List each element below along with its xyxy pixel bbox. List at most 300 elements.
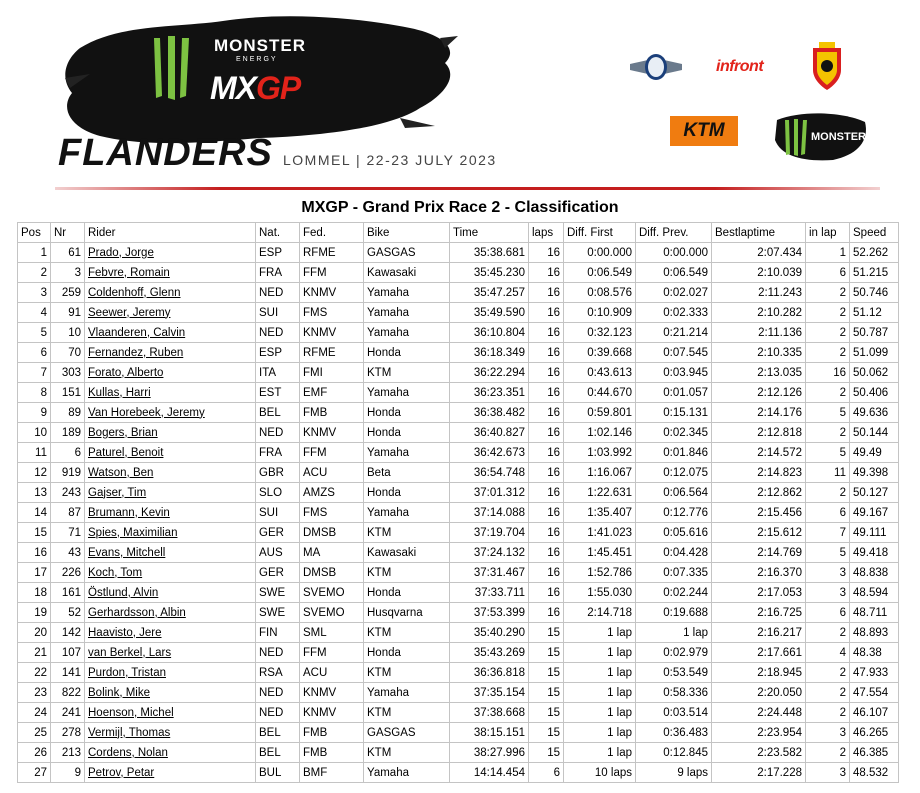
cell-rider [85, 543, 256, 563]
cell-pos: 21 [18, 643, 51, 663]
cell-pos: 10 [18, 423, 51, 443]
cell-pos: 20 [18, 623, 51, 643]
rider-link[interactable]: Kullas, Harri [88, 386, 151, 399]
cell-in-lap: 4 [806, 643, 850, 663]
cell-time: 35:43.269 [450, 643, 529, 663]
fim-logo-icon [628, 52, 684, 82]
cell-bestlaptime: 2:14.823 [712, 463, 806, 483]
cell-nat: ESP [256, 343, 300, 363]
cell-speed: 48.838 [850, 563, 899, 583]
rider-link[interactable]: Purdon, Tristan [88, 666, 166, 679]
rider-link[interactable]: Prado, Jorge [88, 246, 154, 259]
rider-link[interactable]: Koch, Tom [88, 566, 143, 579]
table-row [18, 603, 899, 623]
cell-laps: 16 [529, 303, 564, 323]
cell-in-lap: 1 [806, 243, 850, 263]
cell-rider [85, 443, 256, 463]
cell-in-lap: 2 [806, 423, 850, 443]
cell-bike: Yamaha [364, 303, 450, 323]
cell-diff-prev: 0:12.845 [636, 743, 712, 763]
cell-fed: DMSB [300, 563, 364, 583]
cell-nr: 226 [51, 563, 85, 583]
cell-nr: 107 [51, 643, 85, 663]
cell-time: 36:42.673 [450, 443, 529, 463]
cell-laps: 15 [529, 723, 564, 743]
column-header-rider: Rider [85, 223, 256, 243]
cell-nat: GBR [256, 463, 300, 483]
rider-link[interactable]: Bogers, Brian [88, 426, 158, 439]
rider-link[interactable]: Paturel, Benoit [88, 446, 164, 459]
cell-nr: 43 [51, 543, 85, 563]
rider-link[interactable]: Forato, Alberto [88, 366, 164, 379]
cell-pos: 12 [18, 463, 51, 483]
cell-nat: AUS [256, 543, 300, 563]
cell-laps: 16 [529, 423, 564, 443]
rider-link[interactable]: Brumann, Kevin [88, 506, 170, 519]
cell-diff-first: 1 lap [564, 683, 636, 703]
cell-diff-first: 1:45.451 [564, 543, 636, 563]
cell-bestlaptime: 2:07.434 [712, 243, 806, 263]
cell-nr: 243 [51, 483, 85, 503]
cell-rider [85, 663, 256, 683]
rider-link[interactable]: Spies, Maximilian [88, 526, 178, 539]
cell-diff-prev: 0:00.000 [636, 243, 712, 263]
cell-bike: Yamaha [364, 683, 450, 703]
monster-wordmark: MONSTER [214, 36, 306, 55]
cell-in-lap: 11 [806, 463, 850, 483]
cell-speed: 48.594 [850, 583, 899, 603]
cell-pos: 17 [18, 563, 51, 583]
cell-speed: 50.062 [850, 363, 899, 383]
cell-laps: 16 [529, 403, 564, 423]
cell-laps: 15 [529, 643, 564, 663]
cell-diff-first: 1 lap [564, 743, 636, 763]
cell-speed: 47.933 [850, 663, 899, 683]
cell-bike: Honda [364, 423, 450, 443]
table-row [18, 643, 899, 663]
cell-bestlaptime: 2:10.335 [712, 343, 806, 363]
table-header-row [18, 223, 899, 243]
cell-speed: 49.418 [850, 543, 899, 563]
cell-fed: SVEMO [300, 583, 364, 603]
cell-rider [85, 643, 256, 663]
cell-in-lap: 7 [806, 523, 850, 543]
cell-nr: 822 [51, 683, 85, 703]
cell-bike: Yamaha [364, 383, 450, 403]
cell-speed: 51.099 [850, 343, 899, 363]
cell-in-lap: 6 [806, 263, 850, 283]
cell-speed: 51.215 [850, 263, 899, 283]
column-header-time: Time [450, 223, 529, 243]
mxgp-logo: MXGP [210, 70, 301, 106]
rider-link[interactable]: Evans, Mitchell [88, 546, 166, 559]
cell-fed: FFM [300, 643, 364, 663]
cell-bestlaptime: 2:24.448 [712, 703, 806, 723]
cell-bike: Yamaha [364, 443, 450, 463]
rider-link[interactable]: Fernandez, Ruben [88, 346, 184, 359]
cell-bestlaptime: 2:15.456 [712, 503, 806, 523]
cell-bike: KTM [364, 663, 450, 683]
cell-nr: 161 [51, 583, 85, 603]
rider-link[interactable]: Coldenhoff, Glenn [88, 286, 181, 299]
cell-pos: 1 [18, 243, 51, 263]
cell-fed: FMI [300, 363, 364, 383]
cell-time: 38:27.996 [450, 743, 529, 763]
column-header-nat: Nat. [256, 223, 300, 243]
cell-pos: 14 [18, 503, 51, 523]
page-title: MXGP - Grand Prix Race 2 - Classification [301, 199, 619, 216]
column-header-laps: laps [529, 223, 564, 243]
cell-diff-prev: 9 laps [636, 763, 712, 783]
cell-rider [85, 523, 256, 543]
cell-pos: 3 [18, 283, 51, 303]
cell-time: 36:18.349 [450, 343, 529, 363]
cell-diff-prev: 0:07.545 [636, 343, 712, 363]
cell-in-lap: 5 [806, 443, 850, 463]
cell-nr: 61 [51, 243, 85, 263]
cell-fed: ACU [300, 463, 364, 483]
cell-rider [85, 263, 256, 283]
rider-link[interactable]: Hoenson, Michel [88, 706, 174, 719]
cell-bestlaptime: 2:17.228 [712, 763, 806, 783]
cell-pos: 18 [18, 583, 51, 603]
event-header [0, 0, 920, 195]
cell-fed: KNMV [300, 423, 364, 443]
rider-link[interactable]: Haavisto, Jere [88, 626, 162, 639]
cell-in-lap: 2 [806, 383, 850, 403]
cell-nr: 213 [51, 743, 85, 763]
cell-diff-first: 1:41.023 [564, 523, 636, 543]
cell-fed: FMB [300, 723, 364, 743]
cell-bestlaptime: 2:13.035 [712, 363, 806, 383]
cell-nr: 142 [51, 623, 85, 643]
cell-time: 37:19.704 [450, 523, 529, 543]
cell-pos: 2 [18, 263, 51, 283]
table-row [18, 623, 899, 643]
cell-nr: 91 [51, 303, 85, 323]
cell-bestlaptime: 2:23.582 [712, 743, 806, 763]
cell-rider [85, 583, 256, 603]
event-location-date: LOMMEL | 22-23 JULY 2023 [283, 152, 497, 168]
cell-time: 38:15.151 [450, 723, 529, 743]
cell-time: 37:01.312 [450, 483, 529, 503]
cell-diff-first: 0:32.123 [564, 323, 636, 343]
cell-bike: KTM [364, 743, 450, 763]
cell-time: 37:38.668 [450, 703, 529, 723]
cell-nat: GER [256, 523, 300, 543]
energy-wordmark: ENERGY [236, 56, 278, 63]
rider-link[interactable]: Gajser, Tim [88, 486, 147, 499]
cell-fed: RFME [300, 243, 364, 263]
cell-speed: 50.746 [850, 283, 899, 303]
rider-link[interactable]: Febvre, Romain [88, 266, 170, 279]
cell-rider [85, 403, 256, 423]
cell-pos: 5 [18, 323, 51, 343]
table-row [18, 703, 899, 723]
cell-fed: ACU [300, 663, 364, 683]
table-row [18, 323, 899, 343]
table-row [18, 763, 899, 783]
cell-diff-prev: 0:05.616 [636, 523, 712, 543]
cell-nat: NED [256, 703, 300, 723]
cell-time: 37:53.399 [450, 603, 529, 623]
cell-bestlaptime: 2:15.612 [712, 523, 806, 543]
cell-diff-prev: 0:15.131 [636, 403, 712, 423]
cell-laps: 15 [529, 703, 564, 723]
cell-fed: FFM [300, 443, 364, 463]
cell-bike: Honda [364, 643, 450, 663]
cell-bestlaptime: 2:23.954 [712, 723, 806, 743]
cell-diff-first: 1 lap [564, 623, 636, 643]
cell-time: 37:35.154 [450, 683, 529, 703]
cell-speed: 50.787 [850, 323, 899, 343]
cell-speed: 49.398 [850, 463, 899, 483]
cell-speed: 49.111 [850, 523, 899, 543]
table-row [18, 583, 899, 603]
rider-link[interactable]: Gerhardsson, Albin [88, 606, 186, 619]
cell-in-lap: 16 [806, 363, 850, 383]
table-row [18, 503, 899, 523]
cell-time: 36:23.351 [450, 383, 529, 403]
table-row [18, 383, 899, 403]
cell-laps: 16 [529, 563, 564, 583]
cell-bike: Honda [364, 483, 450, 503]
cell-nat: NED [256, 323, 300, 343]
cell-diff-first: 1:22.631 [564, 483, 636, 503]
cell-speed: 48.532 [850, 763, 899, 783]
table-row [18, 263, 899, 283]
cell-nr: 241 [51, 703, 85, 723]
cell-diff-prev: 0:02.027 [636, 283, 712, 303]
cell-in-lap: 6 [806, 603, 850, 623]
rider-link[interactable]: Vermijl, Thomas [88, 726, 171, 739]
cell-fed: SVEMO [300, 603, 364, 623]
rider-link[interactable]: Östlund, Alvin [88, 586, 159, 599]
cell-bestlaptime: 2:11.243 [712, 283, 806, 303]
cell-nat: SWE [256, 583, 300, 603]
cell-pos: 26 [18, 743, 51, 763]
cell-time: 36:38.482 [450, 403, 529, 423]
cell-bestlaptime: 2:16.725 [712, 603, 806, 623]
cell-fed: AMZS [300, 483, 364, 503]
cell-nat: FRA [256, 443, 300, 463]
table-row [18, 443, 899, 463]
classification-table [17, 222, 899, 783]
cell-fed: MA [300, 543, 364, 563]
cell-diff-prev: 0:03.514 [636, 703, 712, 723]
cell-pos: 22 [18, 663, 51, 683]
cell-pos: 15 [18, 523, 51, 543]
cell-rider [85, 303, 256, 323]
rider-link[interactable]: Cordens, Nolan [88, 746, 168, 759]
cell-diff-first: 0:10.909 [564, 303, 636, 323]
cell-laps: 15 [529, 663, 564, 683]
cell-bestlaptime: 2:16.217 [712, 623, 806, 643]
cell-bestlaptime: 2:18.945 [712, 663, 806, 683]
cell-bestlaptime: 2:14.176 [712, 403, 806, 423]
cell-rider [85, 563, 256, 583]
cell-bike: Yamaha [364, 503, 450, 523]
cell-speed: 46.385 [850, 743, 899, 763]
cell-laps: 15 [529, 743, 564, 763]
rider-link[interactable]: Watson, Ben [88, 466, 154, 479]
cell-bike: Honda [364, 403, 450, 423]
cell-laps: 6 [529, 763, 564, 783]
cell-diff-prev: 0:06.564 [636, 483, 712, 503]
cell-bestlaptime: 2:12.126 [712, 383, 806, 403]
ktm-logo: KTM [670, 116, 738, 146]
cell-rider [85, 483, 256, 503]
cell-diff-first: 2:14.718 [564, 603, 636, 623]
cell-in-lap: 2 [806, 303, 850, 323]
cell-diff-prev: 0:02.244 [636, 583, 712, 603]
column-header-fed: Fed. [300, 223, 364, 243]
cell-in-lap: 5 [806, 543, 850, 563]
column-header-pos: Pos [18, 223, 51, 243]
cell-laps: 16 [529, 523, 564, 543]
cell-bestlaptime: 2:16.370 [712, 563, 806, 583]
cell-rider [85, 343, 256, 363]
cell-bestlaptime: 2:10.282 [712, 303, 806, 323]
cell-pos: 19 [18, 603, 51, 623]
cell-speed: 48.893 [850, 623, 899, 643]
cell-diff-first: 0:43.613 [564, 363, 636, 383]
cell-bestlaptime: 2:10.039 [712, 263, 806, 283]
cell-diff-prev: 1 lap [636, 623, 712, 643]
cell-speed: 50.406 [850, 383, 899, 403]
cell-speed: 51.12 [850, 303, 899, 323]
cell-speed: 46.107 [850, 703, 899, 723]
cell-fed: DMSB [300, 523, 364, 543]
cell-bike: Kawasaki [364, 263, 450, 283]
cell-pos: 11 [18, 443, 51, 463]
cell-laps: 16 [529, 543, 564, 563]
cell-diff-prev: 0:01.057 [636, 383, 712, 403]
column-header-diff-first: Diff. First [564, 223, 636, 243]
table-row [18, 663, 899, 683]
cell-rider [85, 763, 256, 783]
cell-in-lap: 2 [806, 703, 850, 723]
cell-nr: 10 [51, 323, 85, 343]
cell-diff-prev: 0:04.428 [636, 543, 712, 563]
cell-bestlaptime: 2:17.661 [712, 643, 806, 663]
cell-diff-first: 1 lap [564, 723, 636, 743]
column-header-speed: Speed [850, 223, 899, 243]
cell-pos: 16 [18, 543, 51, 563]
cell-diff-prev: 0:21.214 [636, 323, 712, 343]
column-header-bike: Bike [364, 223, 450, 243]
table-row [18, 343, 899, 363]
cell-rider [85, 683, 256, 703]
cell-diff-first: 10 laps [564, 763, 636, 783]
cell-rider [85, 423, 256, 443]
cell-diff-first: 0:00.000 [564, 243, 636, 263]
cell-diff-prev: 0:12.075 [636, 463, 712, 483]
cell-bike: KTM [364, 563, 450, 583]
rider-link[interactable]: Petrov, Petar [88, 766, 155, 779]
cell-pos: 6 [18, 343, 51, 363]
cell-rider [85, 723, 256, 743]
rider-link[interactable]: Vlaanderen, Calvin [88, 326, 186, 339]
cell-fed: KNMV [300, 703, 364, 723]
cell-diff-first: 1:02.146 [564, 423, 636, 443]
cell-nr: 89 [51, 403, 85, 423]
cell-pos: 8 [18, 383, 51, 403]
cell-nr: 87 [51, 503, 85, 523]
cell-speed: 49.636 [850, 403, 899, 423]
cell-nat: SUI [256, 503, 300, 523]
cell-time: 35:45.230 [450, 263, 529, 283]
cell-pos: 23 [18, 683, 51, 703]
rider-link[interactable]: Seewer, Jeremy [88, 306, 171, 319]
cell-bestlaptime: 2:17.053 [712, 583, 806, 603]
table-row [18, 523, 899, 543]
cell-fed: KNMV [300, 283, 364, 303]
cell-in-lap: 2 [806, 343, 850, 363]
cell-rider [85, 503, 256, 523]
cell-diff-prev: 0:02.979 [636, 643, 712, 663]
rider-link[interactable]: Van Horebeek, Jeremy [88, 406, 205, 419]
monster-small-wordmark: MONSTER [811, 131, 866, 143]
cell-in-lap: 2 [806, 683, 850, 703]
cell-pos: 25 [18, 723, 51, 743]
cell-laps: 16 [529, 283, 564, 303]
cell-rider [85, 603, 256, 623]
cell-nr: 919 [51, 463, 85, 483]
cell-bike: GASGAS [364, 243, 450, 263]
cell-bike: Kawasaki [364, 543, 450, 563]
monster-claw-icon [148, 36, 198, 100]
cell-laps: 16 [529, 483, 564, 503]
cell-time: 35:38.681 [450, 243, 529, 263]
cell-diff-first: 0:59.801 [564, 403, 636, 423]
cell-in-lap: 2 [806, 323, 850, 343]
cell-pos: 7 [18, 363, 51, 383]
cell-diff-prev: 0:06.549 [636, 263, 712, 283]
rider-link[interactable]: van Berkel, Lars [88, 646, 172, 659]
cell-rider [85, 623, 256, 643]
cell-time: 36:22.294 [450, 363, 529, 383]
table-row [18, 363, 899, 383]
cell-time: 37:14.088 [450, 503, 529, 523]
cell-pos: 4 [18, 303, 51, 323]
cell-nat: NED [256, 283, 300, 303]
cell-time: 14:14.454 [450, 763, 529, 783]
cell-nr: 278 [51, 723, 85, 743]
table-row [18, 423, 899, 443]
cell-laps: 16 [529, 263, 564, 283]
cell-speed: 50.144 [850, 423, 899, 443]
cell-pos: 13 [18, 483, 51, 503]
rider-link[interactable]: Bolink, Mike [88, 686, 150, 699]
table-row [18, 463, 899, 483]
cell-rider [85, 323, 256, 343]
cell-rider [85, 703, 256, 723]
cell-rider [85, 743, 256, 763]
cell-in-lap: 5 [806, 403, 850, 423]
cell-in-lap: 2 [806, 623, 850, 643]
cell-nat: BUL [256, 763, 300, 783]
cell-rider [85, 283, 256, 303]
cell-fed: RFME [300, 343, 364, 363]
cell-time: 37:33.711 [450, 583, 529, 603]
cell-bike: GASGAS [364, 723, 450, 743]
cell-nat: FIN [256, 623, 300, 643]
cell-bike: Beta [364, 463, 450, 483]
column-header-bestlaptime: Bestlaptime [712, 223, 806, 243]
cell-in-lap: 2 [806, 283, 850, 303]
table-row [18, 483, 899, 503]
